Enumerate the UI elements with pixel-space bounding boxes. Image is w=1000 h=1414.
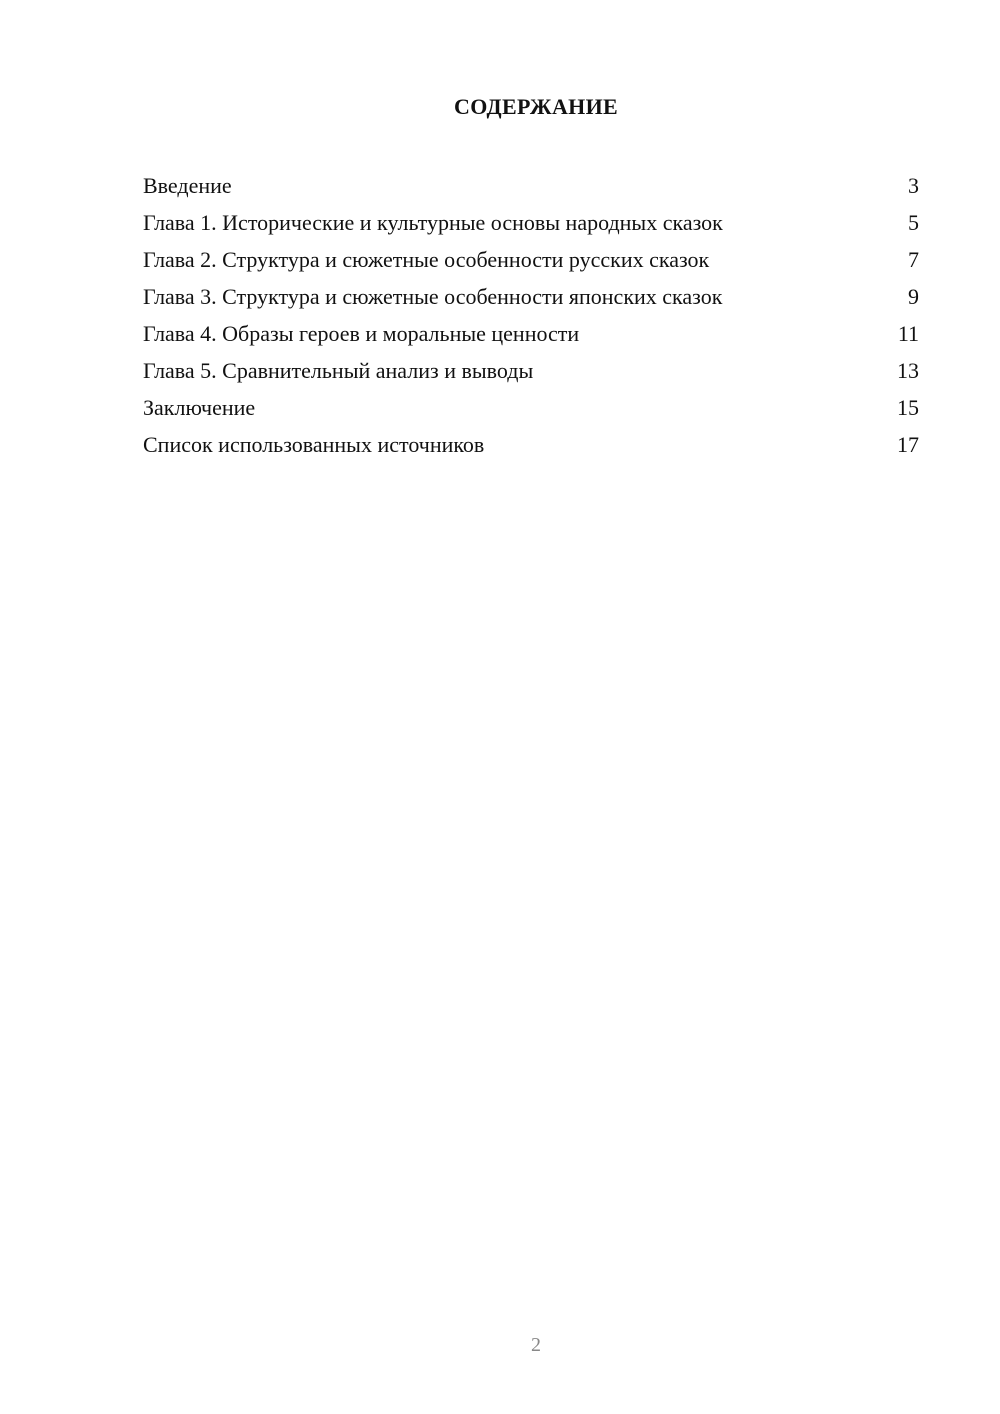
toc-item-title: Глава 1. Исторические и культурные основы народных сказок xyxy=(143,210,723,235)
toc-item-title: Введение xyxy=(143,173,232,198)
toc-item-page: 9 xyxy=(908,284,919,309)
table-of-contents xyxy=(143,167,919,463)
page-number: 2 xyxy=(531,1334,541,1356)
toc-item-references xyxy=(143,426,919,463)
toc-item-page: 17 xyxy=(897,432,919,457)
toc-item-page: 7 xyxy=(908,247,919,272)
toc-item-chapter-4 xyxy=(143,315,919,352)
toc-item-title: Глава 3. Структура и сюжетные особенности японских сказок xyxy=(143,284,723,309)
toc-item-page: 15 xyxy=(897,395,919,420)
toc-item-introduction xyxy=(143,167,919,204)
toc-item-chapter-3 xyxy=(143,278,919,315)
toc-item-conclusion xyxy=(143,389,919,426)
page-title: СОДЕРЖАНИЕ xyxy=(454,94,618,119)
toc-item-title: Список использованных источников xyxy=(143,432,485,457)
toc-item-chapter-2 xyxy=(143,241,919,278)
toc-item-title: Глава 2. Структура и сюжетные особенности русских сказок xyxy=(143,247,710,272)
toc-item-title: Глава 4. Образы героев и моральные ценности xyxy=(143,321,580,346)
toc-item-chapter-5 xyxy=(143,352,919,389)
toc-item-page: 5 xyxy=(908,210,919,235)
toc-item-page: 13 xyxy=(897,358,919,383)
toc-item-page: 3 xyxy=(908,173,919,198)
toc-item-title: Заключение xyxy=(143,395,256,420)
toc-item-title: Глава 5. Сравнительный анализ и выводы xyxy=(143,358,534,383)
toc-item-page: 11 xyxy=(897,321,919,346)
toc-item-chapter-1 xyxy=(143,204,919,241)
